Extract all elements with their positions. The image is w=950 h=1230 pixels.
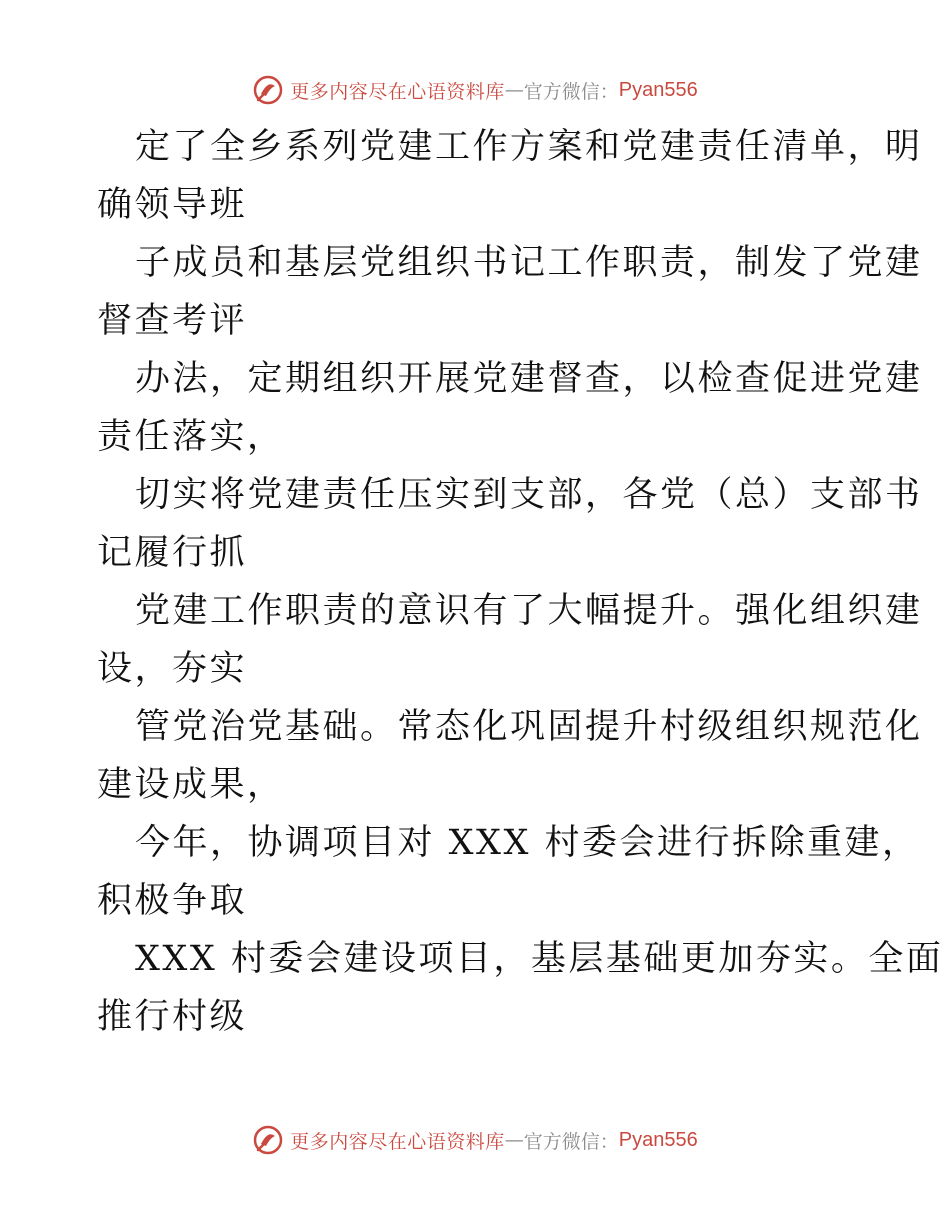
paragraph: [97, 582, 923, 698]
paragraph: [97, 814, 920, 930]
paragraph-continuation: 设，夯实: [97, 649, 248, 689]
paragraph: [97, 930, 944, 1046]
paragraph-line: 今年，协调项目对 XXX 村委会进行拆除重建，: [135, 823, 920, 863]
paragraph-line: 子成员和基层党组织书记工作职责，制发了党建: [135, 243, 923, 283]
footer-watermark: [0, 1123, 950, 1157]
watermark-site-text: 更多内容尽在心语资料库: [290, 1130, 505, 1153]
watermark-site-text: 更多内容尽在心语资料库: [290, 80, 505, 103]
paragraph: [97, 118, 923, 234]
watermark-subtitle: 官方微信：: [523, 80, 619, 103]
paragraph-continuation: 建设成果，: [97, 765, 285, 805]
paragraph-line: 管党治党基础。常态化巩固提升村级组织规范化: [135, 707, 923, 747]
paragraph-line: 办法，定期组织开展党建督查，以检查促进党建: [135, 359, 923, 399]
document-body: [97, 118, 944, 1046]
watermark-wechat-id: Pyan556: [618, 78, 698, 101]
paragraph-continuation: 积极争取: [97, 881, 248, 921]
logo-icon: [252, 1124, 284, 1156]
logo-icon: [252, 74, 284, 106]
watermark-dash: —: [504, 1129, 524, 1151]
paragraph-continuation: 推行村级: [97, 997, 248, 1037]
header-watermark: [0, 73, 950, 107]
watermark-wechat-id: Pyan556: [618, 1128, 698, 1151]
paragraph: [97, 466, 923, 582]
paragraph-line: 党建工作职责的意识有了大幅提升。强化组织建: [135, 591, 923, 631]
paragraph: [97, 698, 923, 814]
paragraph-line: XXX 村委会建设项目，基层基础更加夯实。全面: [135, 939, 944, 979]
paragraph-continuation: 记履行抓: [97, 533, 248, 573]
paragraph-continuation: 责任落实，: [97, 417, 285, 457]
paragraph-continuation: 确领导班: [97, 185, 248, 225]
paragraph: [97, 234, 923, 350]
watermark-subtitle: 官方微信：: [523, 1130, 619, 1153]
watermark-dash: —: [504, 79, 524, 101]
paragraph-continuation: 督查考评: [97, 301, 248, 341]
paragraph-line: 切实将党建责任压实到支部，各党（总）支部书: [135, 475, 923, 515]
paragraph: [97, 350, 923, 466]
paragraph-line: 定了全乡系列党建工作方案和党建责任清单，明: [135, 127, 923, 167]
